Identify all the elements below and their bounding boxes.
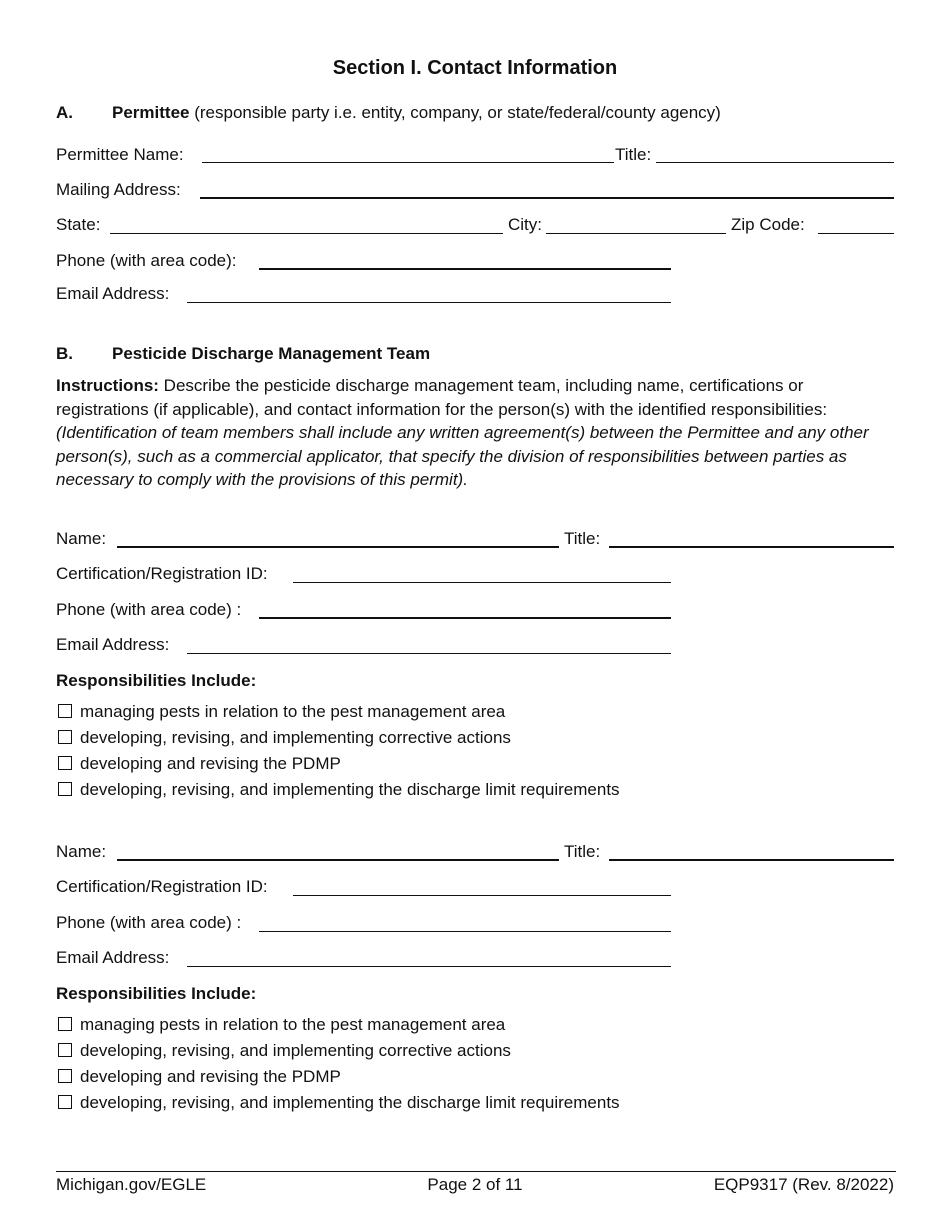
checkbox-icon[interactable] (58, 1069, 72, 1083)
checkbox-icon[interactable] (58, 782, 72, 796)
member2-resp-2[interactable] (56, 1041, 511, 1061)
permittee-name-field[interactable] (202, 162, 614, 163)
member1-responsibilities-heading: Responsibilities Include: (56, 671, 257, 690)
section-a-heading (112, 103, 721, 123)
member2-name-label: Name: (56, 842, 107, 861)
permittee-title-field[interactable] (656, 162, 894, 163)
state-label: State: (56, 215, 101, 234)
section-b-letter: B. (56, 344, 73, 363)
instructions-paragraph (56, 374, 886, 492)
footer-form-id: EQP9317 (Rev. 8/2022) (713, 1175, 894, 1194)
member2-phone-label: Phone (with area code) : (56, 913, 242, 932)
section-a-title: Permittee (112, 103, 190, 122)
member1-resp-2[interactable] (56, 728, 511, 748)
member2-email-label: Email Address: (56, 948, 170, 967)
section-a-letter: A. (56, 103, 73, 122)
city-field[interactable] (546, 233, 726, 234)
member2-resp-3[interactable] (56, 1067, 341, 1087)
member1-resp-4-label: developing, revising, and implementing the discharge limit requirements (80, 780, 620, 799)
member2-responsibilities-heading: Responsibilities Include: (56, 984, 257, 1003)
permittee-phone-field[interactable] (259, 268, 671, 270)
checkbox-icon[interactable] (58, 1043, 72, 1057)
zip-label: Zip Code: (731, 215, 805, 234)
mailing-address-label: Mailing Address: (56, 180, 181, 199)
permittee-email-field[interactable] (187, 302, 671, 303)
member2-cert-field[interactable] (293, 895, 671, 896)
instructions-italic: (Identification of team members shall include any written agreement(s) between the Permittee and any other person(s), such as a commercial applicator, that specify the division of responsibilities between parties as necessary to comply with the provisions of this permit). (56, 423, 869, 489)
zip-field[interactable] (818, 233, 894, 234)
section-a-note: (responsible party i.e. entity, company, or state/federal/county agency) (189, 103, 721, 122)
member1-resp-1[interactable] (56, 702, 505, 722)
member1-phone-field[interactable] (259, 617, 671, 619)
permittee-name-label: Permittee Name: (56, 145, 184, 164)
footer-website: Michigan.gov/EGLE (56, 1175, 207, 1194)
member2-resp-2-label: developing, revising, and implementing corrective actions (80, 1041, 511, 1060)
member1-name-label: Name: (56, 529, 107, 548)
member1-resp-2-label: developing, revising, and implementing corrective actions (80, 728, 511, 747)
member2-title-field[interactable] (609, 859, 894, 861)
member2-resp-4[interactable] (56, 1093, 620, 1113)
page-title: Section I. Contact Information (332, 57, 618, 79)
member2-title-label: Title: (564, 842, 601, 861)
member2-cert-label: Certification/Registration ID: (56, 877, 268, 896)
member2-resp-3-label: developing and revising the PDMP (80, 1067, 341, 1086)
section-b-heading: Pesticide Discharge Management Team (112, 344, 431, 363)
permittee-email-label: Email Address: (56, 284, 170, 303)
mailing-address-field[interactable] (200, 197, 894, 199)
member1-title-field[interactable] (609, 546, 894, 548)
member2-resp-4-label: developing, revising, and implementing the discharge limit requirements (80, 1093, 620, 1112)
instructions-label: Instructions: (56, 376, 159, 395)
state-field[interactable] (110, 233, 503, 234)
member1-email-field[interactable] (187, 653, 671, 654)
footer-page-number: Page 2 of 11 (427, 1175, 523, 1194)
member1-name-field[interactable] (117, 546, 559, 548)
member2-phone-field[interactable] (259, 931, 671, 932)
member1-cert-field[interactable] (293, 582, 671, 583)
member1-phone-label: Phone (with area code) : (56, 600, 242, 619)
member2-resp-1-label: managing pests in relation to the pest management area (80, 1015, 506, 1034)
permittee-title-label: Title: (615, 145, 652, 164)
checkbox-icon[interactable] (58, 704, 72, 718)
checkbox-icon[interactable] (58, 1095, 72, 1109)
checkbox-icon[interactable] (58, 1017, 72, 1031)
member1-resp-3[interactable] (56, 754, 341, 774)
footer-divider (56, 1171, 896, 1172)
member1-resp-3-label: developing and revising the PDMP (80, 754, 341, 773)
checkbox-icon[interactable] (58, 730, 72, 744)
member1-title-label: Title: (564, 529, 601, 548)
member1-resp-4[interactable] (56, 780, 620, 800)
member1-resp-1-label: managing pests in relation to the pest management area (80, 702, 506, 721)
instructions-text: Describe the pesticide discharge management team, including name, certifications or registrations (if applicable), and contact information for the person(s) with the identified responsibilities: (56, 376, 828, 419)
permittee-phone-label: Phone (with area code): (56, 251, 237, 270)
member1-cert-label: Certification/Registration ID: (56, 564, 268, 583)
checkbox-icon[interactable] (58, 756, 72, 770)
member2-email-field[interactable] (187, 966, 671, 967)
member2-resp-1[interactable] (56, 1015, 505, 1035)
member1-email-label: Email Address: (56, 635, 170, 654)
city-label: City: (508, 215, 542, 234)
member2-name-field[interactable] (117, 859, 559, 861)
